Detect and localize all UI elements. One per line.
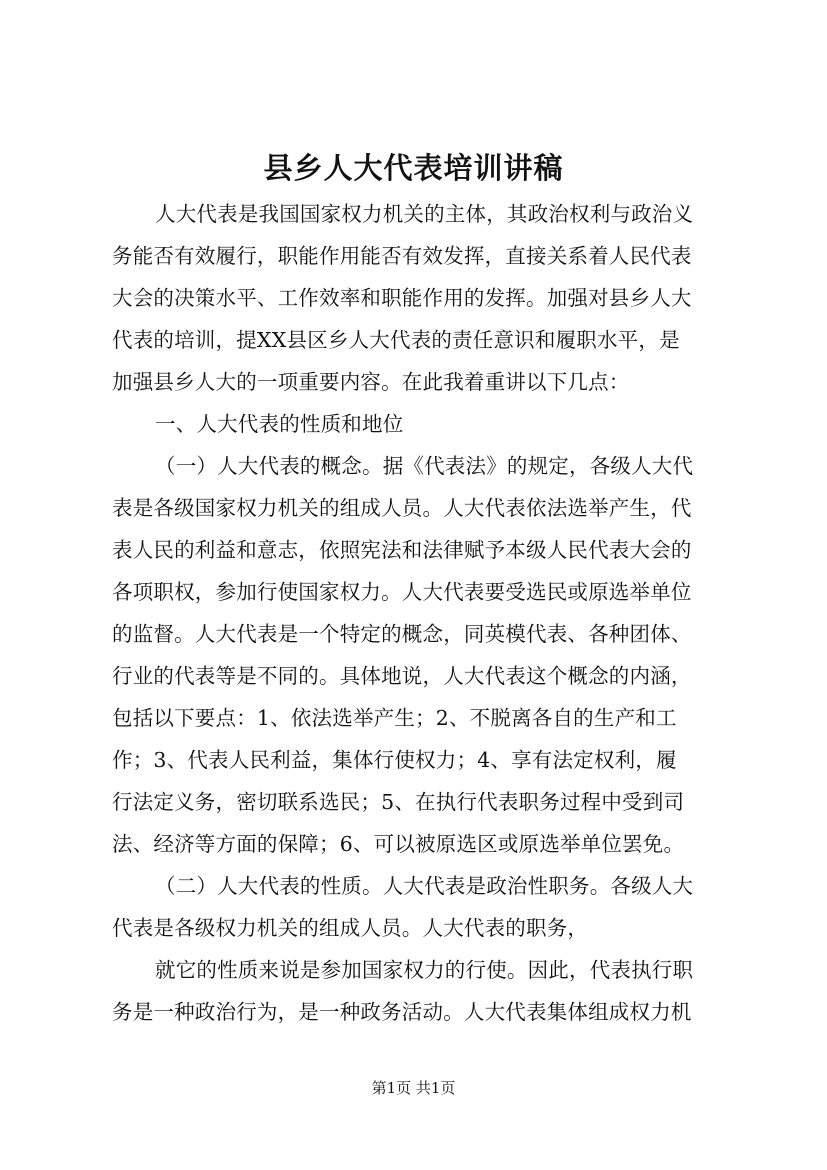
paragraph-line: 表是各级国家权力机关的组成人员。人大代表依法选举产生，代 xyxy=(112,496,692,520)
paragraph-line: （一）人大代表的概念。据《代表法》的规定，各级人大代 xyxy=(155,454,694,478)
document-title: 县乡人大代表培训讲稿 xyxy=(263,151,564,185)
page-number: 第1页 共1页 xyxy=(371,1079,456,1097)
paragraph-line: 代表是各级权力机关的组成人员。人大代表的职务， xyxy=(112,916,589,940)
paragraph-line: 大会的决策水平、工作效率和职能作用的发挥。加强对县乡人大 xyxy=(112,286,692,310)
paragraph-line: 作；3、代表人民利益，集体行使权力；4、享有法定权利，履 xyxy=(112,748,677,772)
paragraph-line: 各项职权，参加行使国家权力。人大代表要受选民或原选举单位 xyxy=(112,580,692,604)
paragraph-line: 务能否有效履行，职能作用能否有效发挥，直接关系着人民代表 xyxy=(112,244,692,268)
paragraph-line: 务是一种政治行为，是一种政务活动。人大代表集体组成权力机 xyxy=(112,1000,692,1024)
paragraph-line: （二）人大代表的性质。人大代表是政治性职务。各级人大 xyxy=(155,874,694,898)
section-heading: 一、人大代表的性质和地位 xyxy=(155,412,404,436)
paragraph-line: 包括以下要点：1、依法选举产生；2、不脱离各自的生产和工 xyxy=(112,706,677,730)
paragraph-line: 加强县乡人大的一项重要内容。在此我着重讲以下几点： xyxy=(112,370,630,394)
paragraph-line: 的监督。人大代表是一个特定的概念，同英模代表、各种团体、 xyxy=(112,622,692,646)
paragraph-line: 就它的性质来说是参加国家权力的行使。因此，代表执行职 xyxy=(155,958,694,982)
paragraph-line: 法、经济等方面的保障；6、可以被原选区或原选举单位罢免。 xyxy=(112,832,685,856)
paragraph-line: 表人民的利益和意志，依照宪法和法律赋予本级人民代表大会的 xyxy=(112,538,692,562)
paragraph-line: 行法定义务，密切联系选民；5、在执行代表职务过程中受到司 xyxy=(112,790,685,814)
paragraph-line: 人大代表是我国国家权力机关的主体，其政治权利与政治义 xyxy=(155,202,694,226)
paragraph-line: 行业的代表等是不同的。具体地说，人大代表这个概念的内涵， xyxy=(112,664,692,688)
paragraph-line: 代表的培训，提XX县区乡人大代表的责任意识和履职水平，是 xyxy=(112,328,680,352)
